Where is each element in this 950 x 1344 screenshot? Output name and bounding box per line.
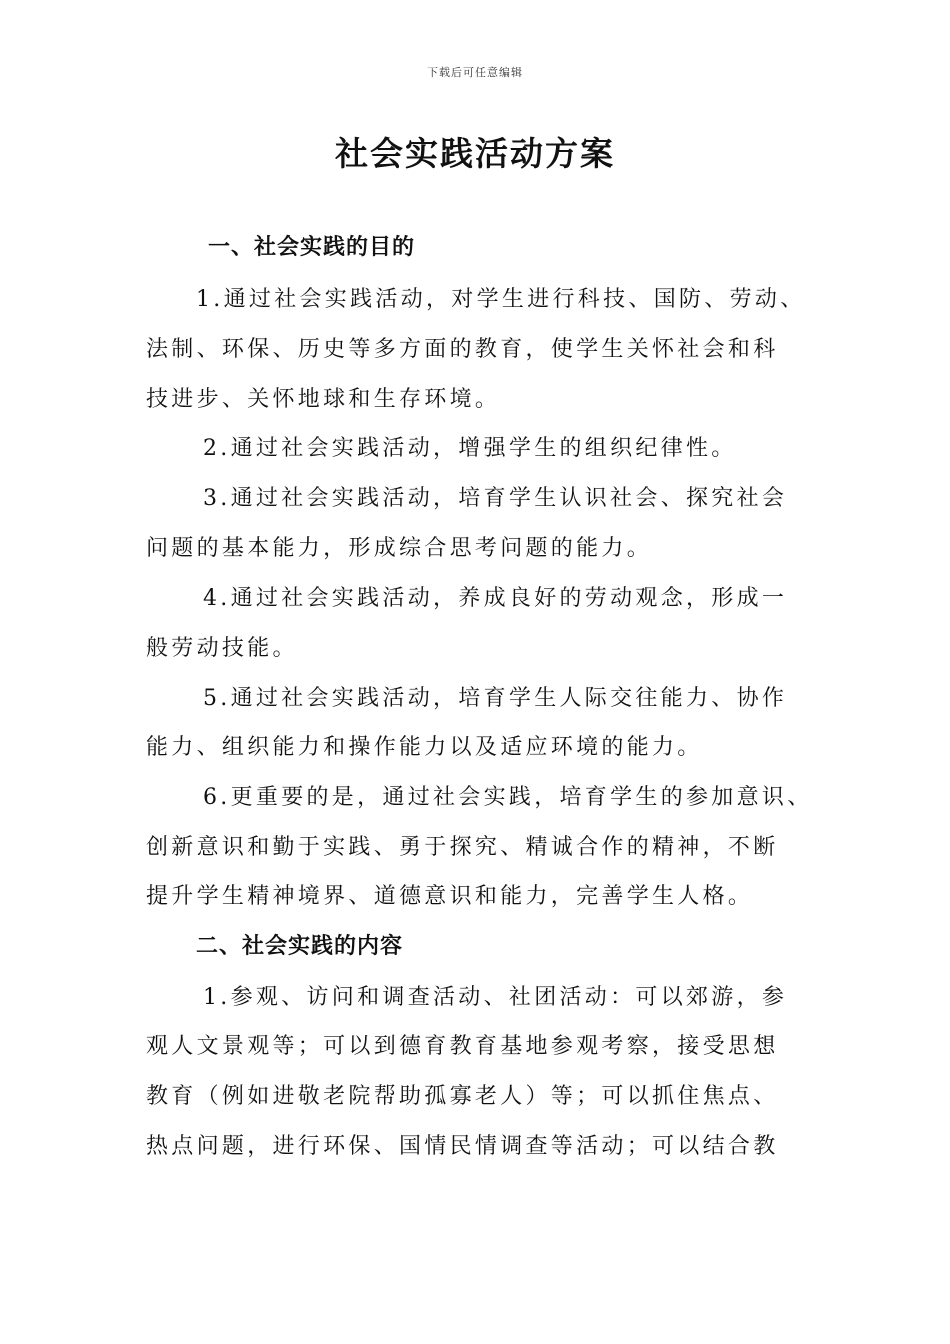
section-heading-purpose: 一、社会实践的目的 <box>208 235 416 260</box>
paragraph-line: 热点问题，进行环保、国情民情调查等活动；可以结合教 <box>146 1134 779 1159</box>
paragraph-line: 观人文景观等；可以到德育教育基地参观考察，接受思想 <box>146 1034 779 1059</box>
paragraph-line: 教育（例如进敬老院帮助孤寡老人）等；可以抓住焦点、 <box>146 1084 779 1109</box>
paragraph-line: 技进步、关怀地球和生存环境。 <box>146 387 501 412</box>
paragraph-line: 提升学生精神境界、道德意识和能力，完善学生人格。 <box>146 884 754 909</box>
paragraph-line: 3.通过社会实践活动，培育学生认识社会、探究社会 <box>203 486 788 511</box>
paragraph-line: 能力、组织能力和操作能力以及适应环境的能力。 <box>146 735 703 760</box>
paragraph-line: 1.通过社会实践活动，对学生进行科技、国防、劳动、 <box>196 287 806 312</box>
paragraph-line: 般劳动技能。 <box>146 636 298 661</box>
paragraph-line: 1.参观、访问和调查活动、社团活动：可以郊游，参 <box>203 985 788 1010</box>
paragraph-line: 2.通过社会实践活动，增强学生的组织纪律性。 <box>203 436 737 461</box>
paragraph-line: 法制、环保、历史等多方面的教育，使学生关怀社会和科 <box>146 337 779 362</box>
paragraph-line: 4.通过社会实践活动，养成良好的劳动观念，形成一 <box>203 586 788 611</box>
paragraph-line: 5.通过社会实践活动，培育学生人际交往能力、协作 <box>203 686 788 711</box>
section-heading-content: 二、社会实践的内容 <box>196 934 404 959</box>
paragraph-line: 6.更重要的是，通过社会实践，培育学生的参加意识、 <box>203 785 813 810</box>
header-note: 下载后可任意编辑 <box>427 66 523 79</box>
paragraph-line: 创新意识和勤于实践、勇于探究、精诚合作的精神，不断 <box>146 835 779 860</box>
paragraph-line: 问题的基本能力，形成综合思考问题的能力。 <box>146 536 653 561</box>
document-title: 社会实践活动方案 <box>335 134 615 173</box>
